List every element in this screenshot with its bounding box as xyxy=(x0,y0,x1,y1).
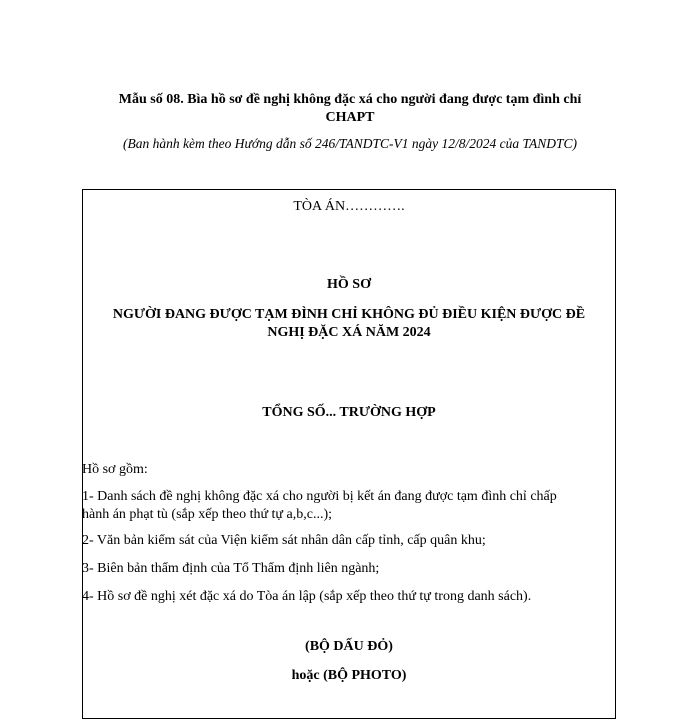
total-cases: TỔNG SỐ... TRƯỜNG HỢP xyxy=(262,405,436,420)
cover-title: NGƯỜI ĐANG ĐƯỢC TẠM ĐÌNH CHỈ KHÔNG ĐỦ ĐIỀU KIỆN ĐƯỢC ĐỀ xyxy=(112,307,586,322)
form-title: Mẫu số 08. Bìa hồ sơ đề nghị không đặc xá cho người đang được tạm đình chỉ xyxy=(118,92,582,107)
contents-intro: Hồ sơ gồm: xyxy=(82,462,148,477)
contents-item-1: 1- Danh sách đề nghị không đặc xá cho người bị kết án đang được tạm đình chỉ chấp xyxy=(82,489,557,504)
cover-title-continued: NGHỊ ĐẶC XÁ NĂM 2024 xyxy=(267,325,431,340)
file-label: HỒ SƠ xyxy=(327,277,371,292)
contents-item-3: 3- Biên bản thẩm định của Tổ Thẩm định liên ngành; xyxy=(82,561,380,576)
court-name: TÒA ÁN…………. xyxy=(293,199,405,214)
issuance-note: (Ban hành kèm theo Hướng dẫn số 246/TANDTC-V1 ngày 12/8/2024 của TANDTC) xyxy=(123,136,577,151)
contents-item-4: 4- Hồ sơ đề nghị xét đặc xá do Tòa án lập (sắp xếp theo thứ tự trong danh sách). xyxy=(82,589,532,604)
stamp-set-label: (BỘ DẤU ĐỎ) xyxy=(305,639,393,654)
contents-item-1-continued: hành án phạt tù (sắp xếp theo thứ tự a,b,c...); xyxy=(82,507,332,522)
photo-set-label: hoặc (BỘ PHOTO) xyxy=(291,668,407,683)
contents-item-2: 2- Văn bản kiểm sát của Viện kiểm sát nhân dân cấp tỉnh, cấp quân khu; xyxy=(82,533,486,548)
form-title-continued: CHAPT xyxy=(325,110,375,125)
